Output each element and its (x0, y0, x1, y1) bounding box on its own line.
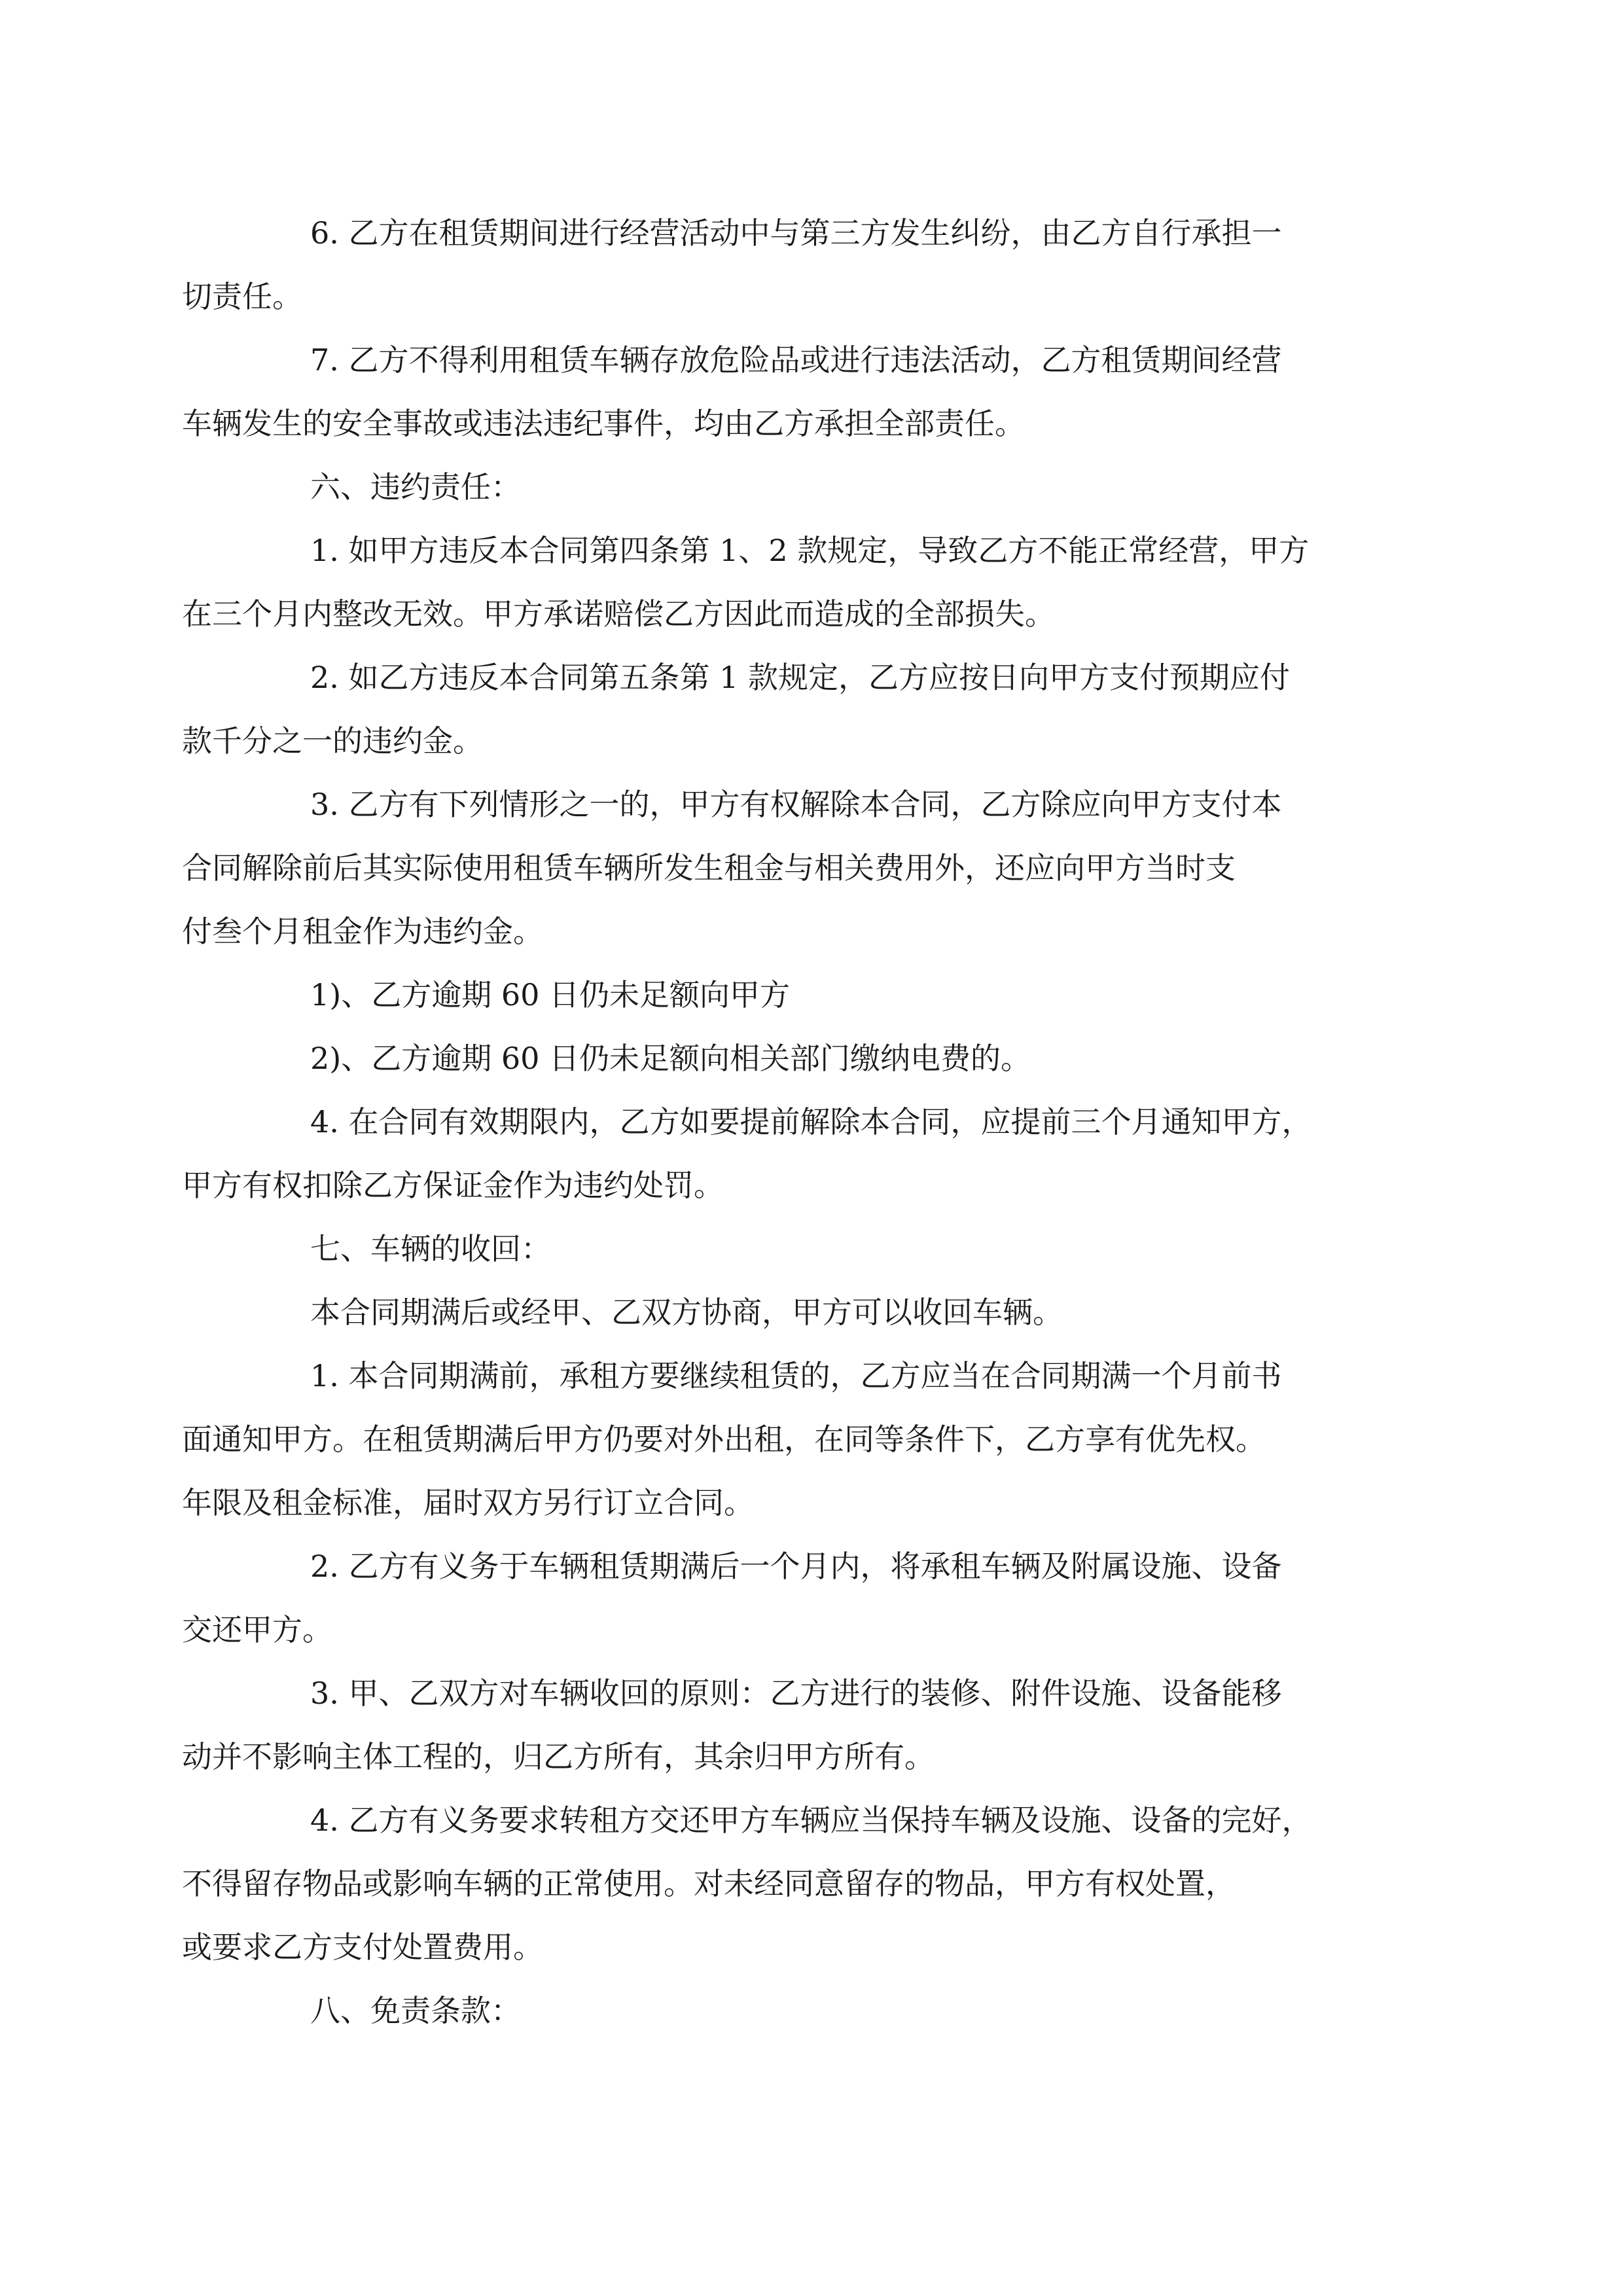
text-line: 6. 乙方在租赁期间进行经营活动中与第三方发生纠纷，由乙方自行承担一 (310, 215, 1282, 251)
text-line: 或要求乙方支付处置费用。 (182, 1929, 543, 1965)
text-line: 年限及租金标准，届时双方另行订立合同。 (182, 1485, 754, 1520)
text-line: 面通知甲方。在租赁期满后甲方仍要对外出租，在同等条件下，乙方享有优先权。 (182, 1422, 1266, 1457)
clause-6-4 (182, 1090, 1380, 1217)
text-line: 4. 乙方有义务要求转租方交还甲方车辆应当保持车辆及设施、设备的完好， (310, 1803, 1312, 1838)
text-line: 交还甲方。 (182, 1612, 332, 1647)
clause-7-4 (182, 1789, 1380, 1979)
clause-7-3 (182, 1662, 1380, 1789)
clause-6-3 (182, 773, 1380, 963)
clause-6-3-item-2 (246, 1027, 1380, 1090)
text-line: 2)、乙方逾期 60 日仍未足额向相关部门缴纳电费的。 (310, 1041, 1031, 1076)
section-heading: 六、违约责任： (310, 469, 521, 505)
text-line: 1. 本合同期满前，承租方要继续租赁的，乙方应当在合同期满一个月前书 (310, 1358, 1282, 1393)
text-line: 1. 如甲方违反本合同第四条第 1、2 款规定，导致乙方不能正常经营，甲方 (310, 533, 1310, 568)
section-7-intro (246, 1281, 1380, 1344)
text-line: 款千分之一的违约金。 (182, 723, 483, 759)
text-line: 4. 在合同有效期限内，乙方如要提前解除本合同，应提前三个月通知甲方， (310, 1104, 1312, 1139)
text-line: 合同解除前后其实际使用租赁车辆所发生租金与相关费用外，还应向甲方当时支 (182, 850, 1236, 886)
text-line: 本合同期满后或经甲、乙双方协商，甲方可以收回车辆。 (310, 1295, 1063, 1330)
section-heading: 八、免责条款： (310, 1993, 521, 2028)
text-line: 在三个月内整改无效。甲方承诺赔偿乙方因此而造成的全部损失。 (182, 596, 1055, 632)
clause-6-1 (182, 519, 1380, 646)
text-line: 3. 乙方有下列情形之一的，甲方有权解除本合同，乙方除应向甲方支付本 (310, 787, 1282, 822)
text-line: 2. 如乙方违反本合同第五条第 1 款规定，乙方应按日向甲方支付预期应付 (310, 660, 1291, 695)
clause-5-6 (182, 202, 1380, 329)
text-line: 不得留存物品或影响车辆的正常使用。对未经同意留存的物品，甲方有权处置， (182, 1866, 1236, 1901)
clause-7-2 (182, 1535, 1380, 1662)
clause-6-3-item-1 (246, 963, 1380, 1027)
text-line: 动并不影响主体工程的，归乙方所有，其余归甲方所有。 (182, 1739, 935, 1774)
section-heading-7 (246, 1217, 1380, 1281)
section-heading-8 (246, 1979, 1380, 2043)
clause-7-1 (182, 1344, 1380, 1535)
text-line: 7. 乙方不得利用租赁车辆存放危险品或进行违法活动，乙方租赁期间经营 (310, 342, 1282, 378)
section-heading-6 (246, 456, 1380, 519)
document-body (182, 202, 1380, 2043)
section-heading: 七、车辆的收回： (310, 1231, 551, 1266)
text-line: 切责任。 (182, 279, 302, 314)
clause-6-2 (182, 646, 1380, 773)
clause-5-7 (182, 329, 1380, 456)
text-line: 付叁个月租金作为违约金。 (182, 914, 543, 949)
text-line: 1)、乙方逾期 60 日仍未足额向甲方 (310, 977, 790, 1013)
text-line: 3. 甲、乙双方对车辆收回的原则：乙方进行的装修、附件设施、设备能移 (310, 1676, 1282, 1711)
text-line: 甲方有权扣除乙方保证金作为违约处罚。 (182, 1168, 724, 1203)
text-line: 车辆发生的安全事故或违法违纪事件，均由乙方承担全部责任。 (182, 406, 1025, 441)
text-line: 2. 乙方有义务于车辆租赁期满后一个月内，将承租车辆及附属设施、设备 (310, 1549, 1282, 1584)
